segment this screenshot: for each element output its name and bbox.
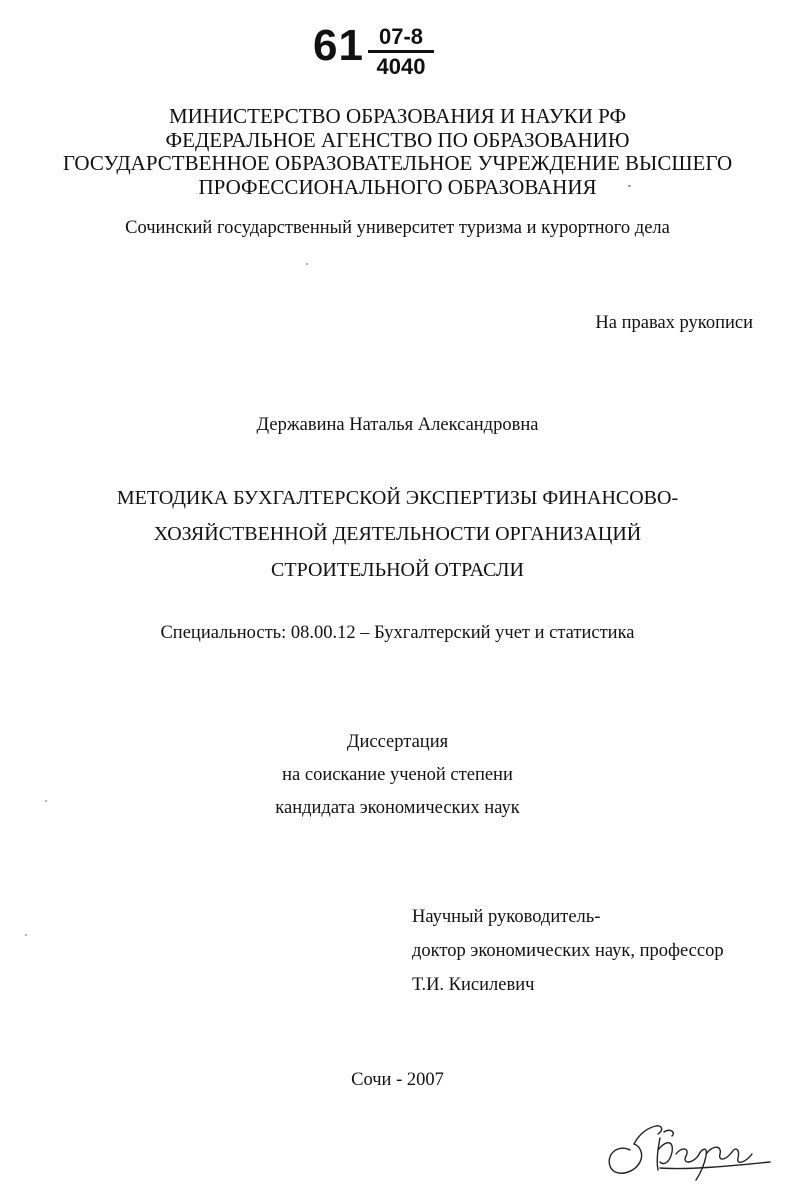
university-name: Сочинский государственный университет туризма и курортного дела: [125, 218, 670, 238]
author-name: Державина Наталья Александровна: [256, 415, 539, 435]
dissertation-title: [0, 480, 795, 588]
stamp-numerator: 07-8: [378, 24, 424, 49]
title-line: ХОЗЯЙСТВЕННОЙ ДЕЯТЕЛЬНОСТИ ОРГАНИЗАЦИЙ: [153, 523, 642, 545]
stamp-denominator: 4040: [376, 54, 426, 79]
scan-speck: [45, 800, 47, 802]
handwritten-signature: [600, 1110, 790, 1190]
scan-speck: [25, 934, 27, 936]
specialty: Специальность: 08.00.12 – Бухгалтерский учет и статистика: [160, 623, 635, 643]
ministry-header: [0, 105, 795, 199]
title-line: СТРОИТЕЛЬНОЙ ОТРАСЛИ: [271, 559, 524, 581]
ministry-line: ПРОФЕССИОНАЛЬНОГО ОБРАЗОВАНИЯ: [198, 174, 597, 199]
degree-block: [0, 726, 795, 825]
advisor-line: Т.И. Кисилевич: [412, 975, 535, 995]
advisor-line: доктор экономических наук, профессор: [412, 941, 724, 961]
degree-line: на соискание ученой степени: [282, 765, 513, 785]
city-year: Сочи - 2007: [351, 1070, 444, 1090]
ministry-line: ГОСУДАРСТВЕННОЕ ОБРАЗОВАТЕЛЬНОЕ УЧРЕЖДЕНИЕ ВЫСШЕГО: [62, 151, 733, 175]
stamp-fraction: [368, 26, 434, 79]
scan-speck: [628, 185, 631, 187]
degree-line: Диссертация: [346, 732, 449, 752]
stamp-fraction-bar: [368, 50, 434, 53]
ministry-line: МИНИСТЕРСТВО ОБРАЗОВАНИЯ И НАУКИ РФ: [168, 104, 627, 128]
stamp-prefix: 61: [313, 21, 364, 70]
manuscript-note: На правах рукописи: [595, 313, 753, 333]
ministry-line: ФЕДЕРАЛЬНОЕ АГЕНСТВО ПО ОБРАЗОВАНИЮ: [165, 127, 630, 152]
advisor-block: [412, 900, 724, 1002]
scan-speck: [306, 263, 308, 265]
degree-line: кандидата экономических наук: [275, 798, 520, 818]
title-line: МЕТОДИКА БУХГАЛТЕРСКОЙ ЭКСПЕРТИЗЫ ФИНАНСОВО-: [116, 487, 679, 509]
advisor-line: Научный руководитель-: [412, 907, 601, 927]
